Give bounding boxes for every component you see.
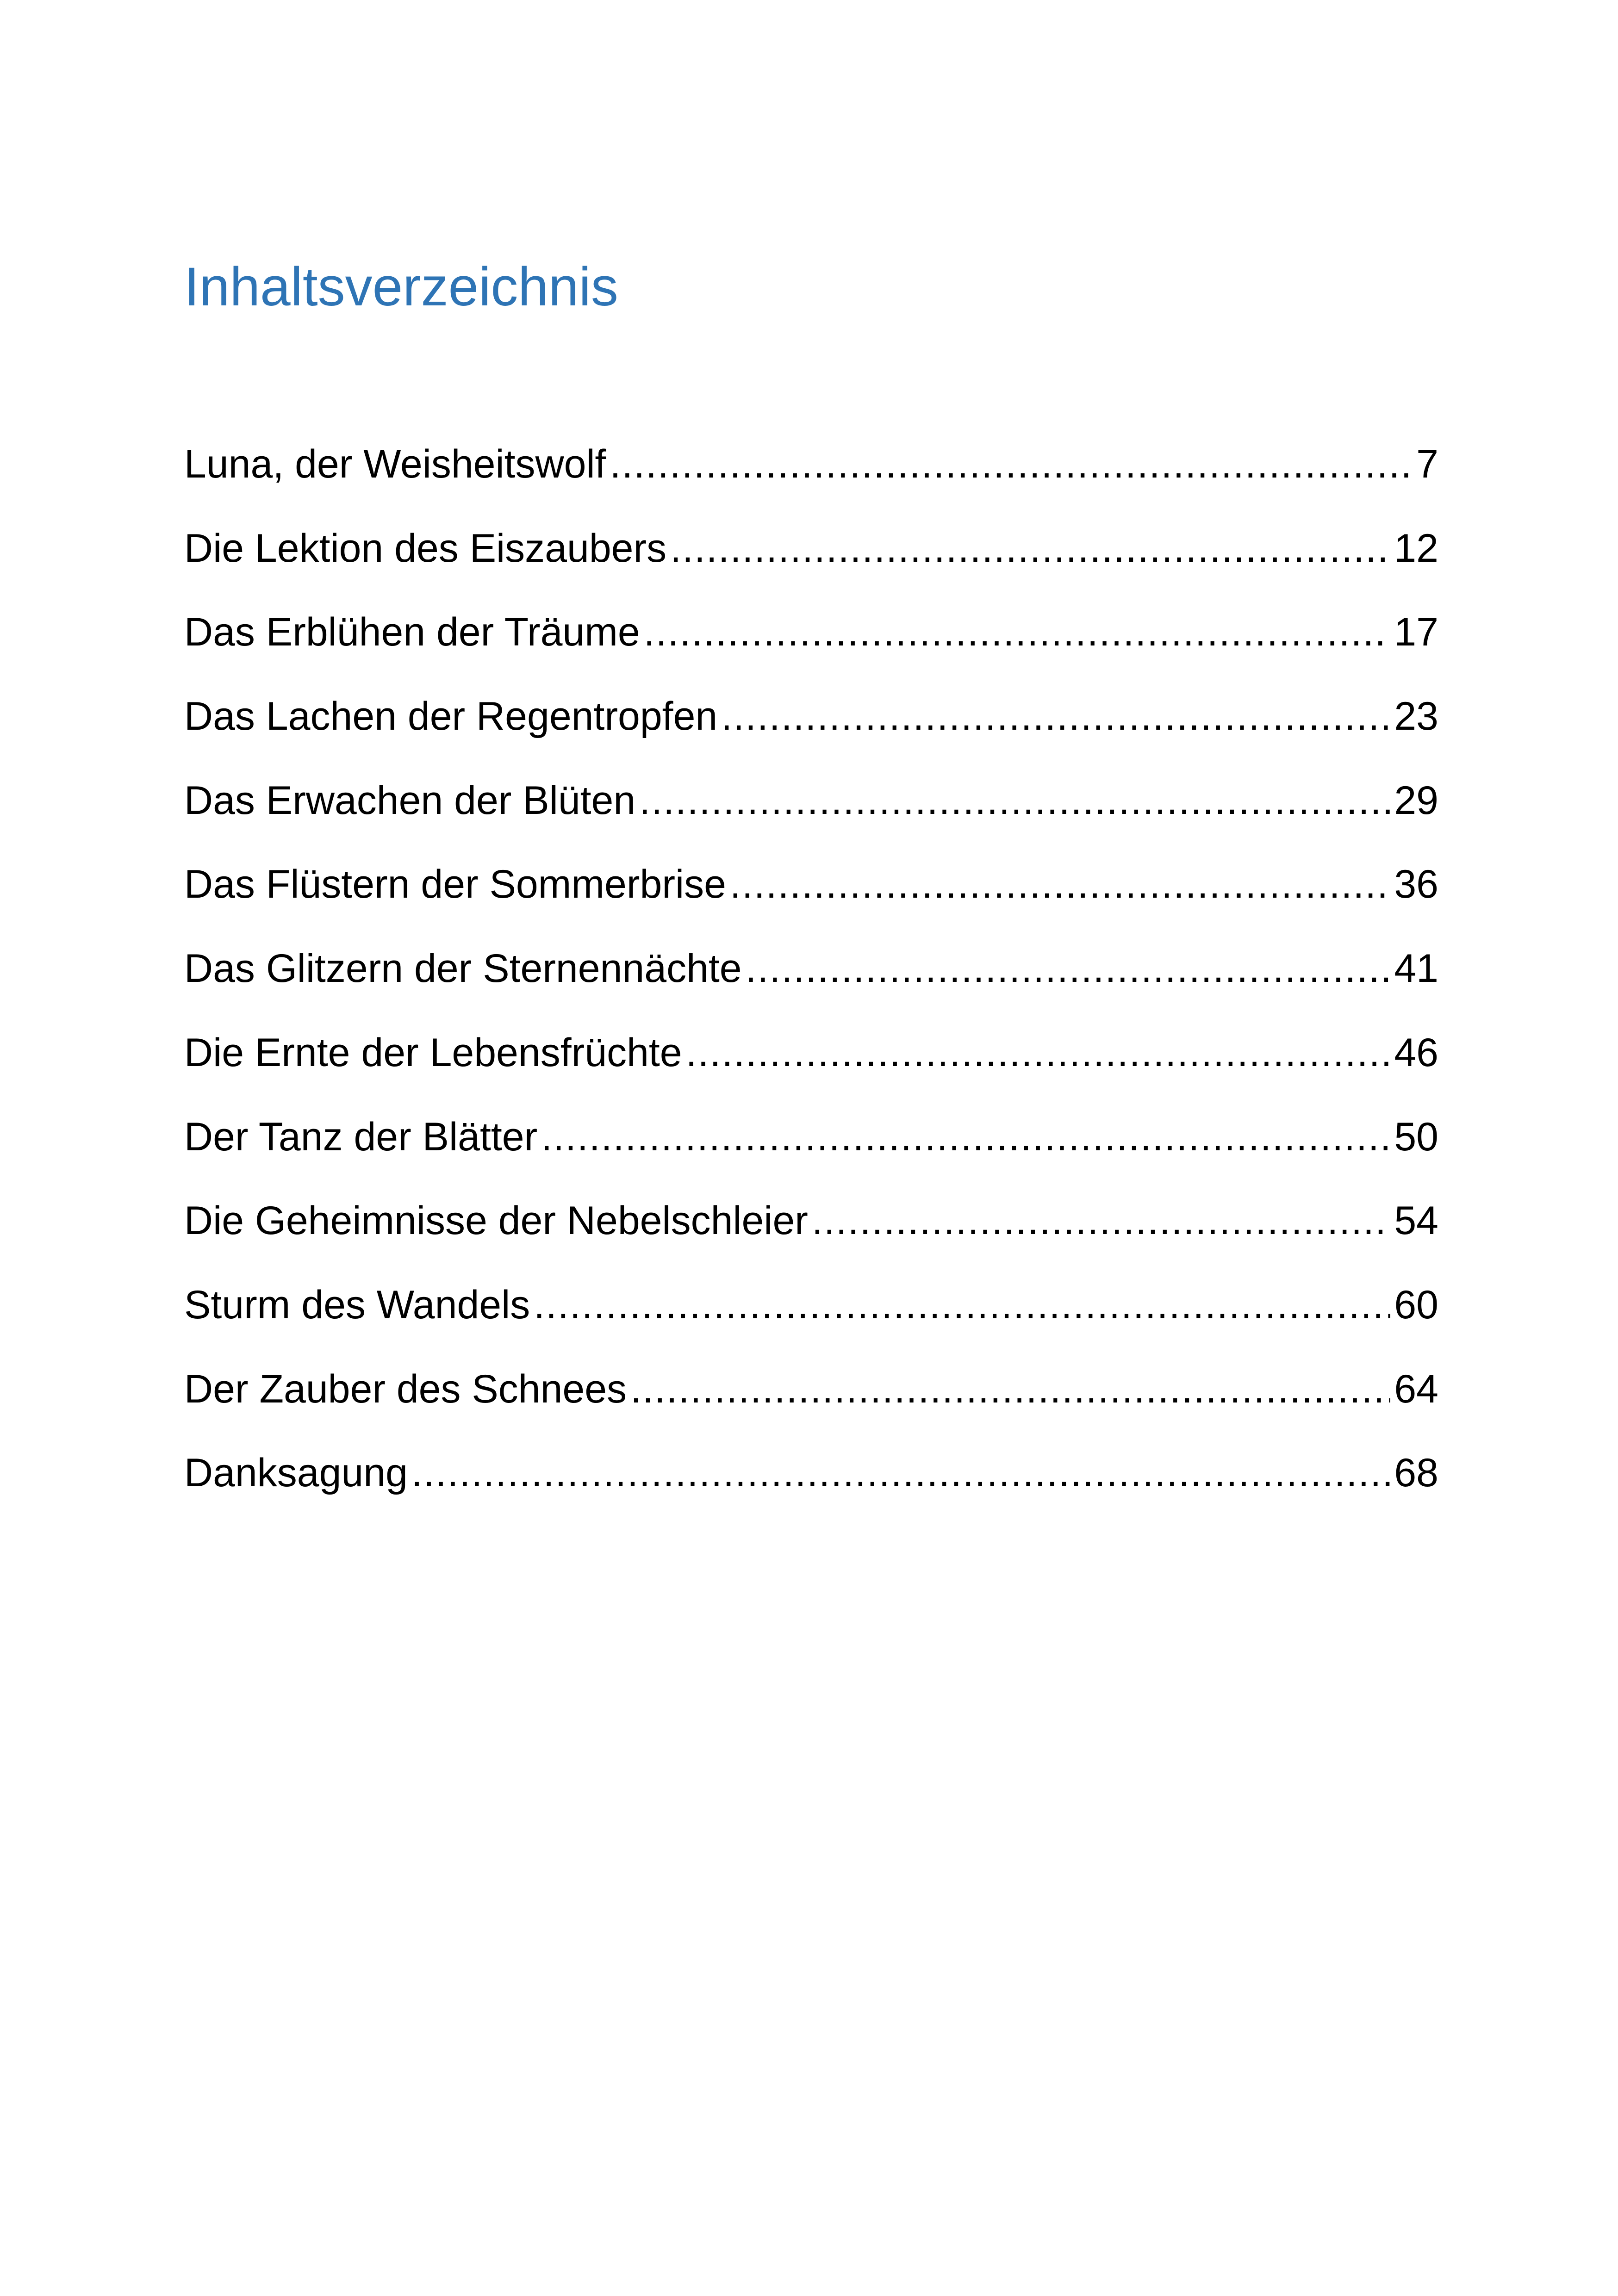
toc-entry-page-number: 50 <box>1394 1114 1438 1159</box>
toc-entry-page-number: 41 <box>1394 946 1438 991</box>
toc-entry[interactable] <box>184 775 1438 859</box>
toc-entry-title: Der Tanz der Blätter <box>184 1114 538 1159</box>
toc-entry-page-number: 68 <box>1394 1451 1438 1496</box>
toc-entry[interactable] <box>184 1111 1438 1196</box>
toc-entry[interactable] <box>184 943 1438 1027</box>
toc-entry[interactable] <box>184 1364 1438 1448</box>
toc-entry-title: Luna, der Weisheitswolf <box>184 442 606 486</box>
toc-entry[interactable] <box>184 1279 1438 1364</box>
toc-entry-page-number: 7 <box>1416 442 1438 486</box>
toc-dot-leader <box>639 775 1390 826</box>
toc-entry-title: Das Glitzern der Sternennächte <box>184 946 742 991</box>
toc-entry-page-number: 36 <box>1394 862 1438 907</box>
toc-entry[interactable] <box>184 1027 1438 1111</box>
toc-dot-leader <box>812 1195 1390 1246</box>
toc-dot-leader <box>746 943 1391 994</box>
toc-dot-leader <box>534 1279 1390 1330</box>
toc-dot-leader <box>644 607 1391 658</box>
toc-entry-title: Danksagung <box>184 1451 408 1496</box>
toc-entry[interactable] <box>184 1447 1438 1532</box>
toc-entry-page-number: 46 <box>1394 1030 1438 1075</box>
toc-entry-title: Der Zauber des Schnees <box>184 1366 627 1411</box>
toc-entry-title: Die Ernte der Lebensfrüchte <box>184 1030 682 1075</box>
toc-entry-page-number: 64 <box>1394 1366 1438 1411</box>
toc-entry-title: Das Flüstern der Sommerbrise <box>184 862 726 907</box>
toc-dot-leader <box>670 523 1390 574</box>
toc-entry-title: Das Erblühen der Träume <box>184 610 640 655</box>
toc-entry-title: Das Lachen der Regentropfen <box>184 694 718 739</box>
toc-dot-leader <box>686 1027 1391 1078</box>
toc-entry-page-number: 29 <box>1394 778 1438 823</box>
toc-entry-title: Die Geheimnisse der Nebelschleier <box>184 1198 808 1243</box>
toc-entry[interactable] <box>184 439 1438 523</box>
toc-dot-leader <box>610 439 1413 490</box>
toc-entry[interactable] <box>184 859 1438 943</box>
toc-entry[interactable] <box>184 607 1438 691</box>
toc-dot-leader <box>721 691 1390 742</box>
toc-entry[interactable] <box>184 523 1438 607</box>
toc-dot-leader <box>411 1447 1390 1498</box>
toc-dot-leader <box>541 1111 1390 1162</box>
toc-entry-title: Das Erwachen der Blüten <box>184 778 636 823</box>
toc-entry-page-number: 54 <box>1394 1198 1438 1243</box>
toc-entry-page-number: 17 <box>1394 610 1438 655</box>
toc-entry-title: Sturm des Wandels <box>184 1282 530 1327</box>
toc-entry-title: Die Lektion des Eiszaubers <box>184 526 667 571</box>
toc-entry[interactable] <box>184 1195 1438 1279</box>
toc-dot-leader <box>630 1364 1390 1415</box>
toc-heading: Inhaltsverzeichnis <box>184 256 618 317</box>
toc-entry-page-number: 23 <box>1394 694 1438 739</box>
toc-entry-page-number: 60 <box>1394 1282 1438 1327</box>
table-of-contents <box>184 439 1438 1532</box>
toc-entry-page-number: 12 <box>1394 526 1438 571</box>
toc-entry[interactable] <box>184 691 1438 775</box>
toc-dot-leader <box>730 859 1390 910</box>
